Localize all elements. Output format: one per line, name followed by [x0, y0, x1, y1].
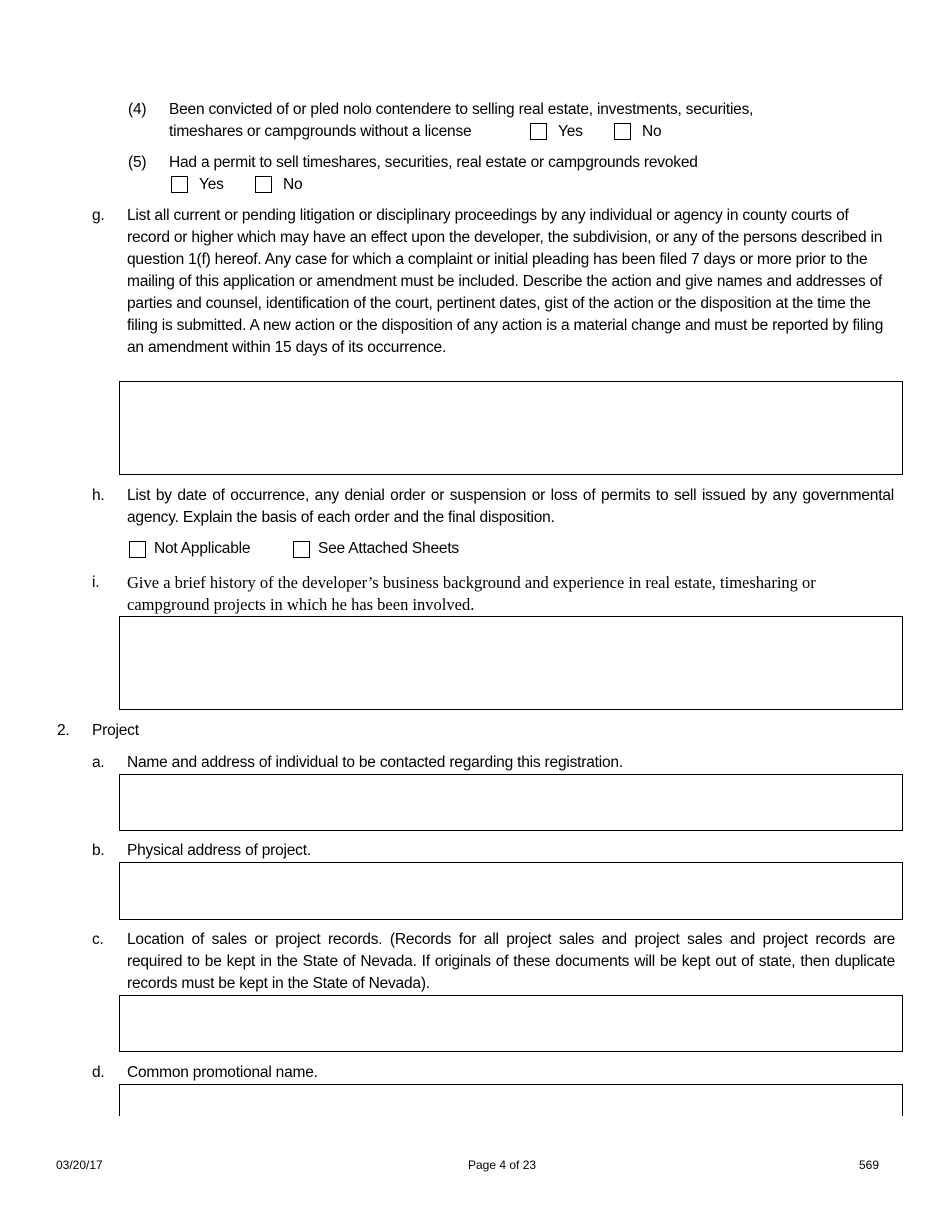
item-h-see-attached-checkbox[interactable]	[293, 541, 310, 558]
item-2d-letter: d.	[92, 1064, 105, 1081]
item-2b-text: Physical address of project.	[127, 842, 311, 859]
item-2a-answer-box[interactable]	[119, 774, 903, 831]
item-2b-letter: b.	[92, 842, 105, 859]
item-2c-answer-box[interactable]	[119, 995, 903, 1052]
footer-page-number: Page 4 of 23	[468, 1158, 537, 1172]
section-2-number: 2.	[57, 722, 70, 739]
item-2c-letter: c.	[92, 931, 104, 948]
item-4-yes-checkbox[interactable]	[530, 123, 547, 140]
item-g-answer-box[interactable]	[119, 381, 903, 475]
item-4-no-label: No	[642, 123, 662, 140]
item-5-text: Had a permit to sell timeshares, securities, real estate or campgrounds revoked	[169, 154, 698, 171]
item-i-text: Give a brief history of the developer’s business background and experience in real estate, timesharing or campground projects in which he has been involved.	[127, 573, 816, 614]
footer-form-number: 569	[859, 1158, 880, 1172]
item-h-not-applicable-checkbox[interactable]	[129, 541, 146, 558]
item-2c-text: Location of sales or project records. (Records for all project sales and project sales and project records are required to be kept in the State of Nevada. If originals of these documents will be kept out of state, then duplicate records must be kept in the State of Nevada).	[127, 931, 895, 992]
item-i-answer-box[interactable]	[119, 616, 903, 710]
item-4-text-line2: timeshares or campgrounds without a license	[169, 123, 472, 140]
item-5-yes-label: Yes	[199, 176, 224, 193]
item-i-letter: i.	[92, 574, 100, 591]
item-5-no-checkbox[interactable]	[255, 176, 272, 193]
item-4-number: (4)	[128, 101, 147, 118]
item-4-no-checkbox[interactable]	[614, 123, 631, 140]
item-h-letter: h.	[92, 487, 105, 504]
item-h-text: List by date of occurrence, any denial order or suspension or loss of permits to sell issued by any governmental agency. Explain the basis of each order and the final disposition.	[127, 487, 894, 526]
footer-date: 03/20/17	[56, 1158, 103, 1172]
item-2d-text: Common promotional name.	[127, 1064, 318, 1081]
item-2a-letter: a.	[92, 754, 105, 771]
item-5-number: (5)	[128, 154, 147, 171]
item-5-no-label: No	[283, 176, 303, 193]
item-2d-answer-box[interactable]	[119, 1084, 903, 1116]
item-h-not-applicable-label: Not Applicable	[154, 540, 251, 557]
item-g-letter: g.	[92, 207, 105, 224]
item-h-see-attached-label: See Attached Sheets	[318, 540, 459, 557]
section-2-title: Project	[92, 722, 139, 739]
item-2b-answer-box[interactable]	[119, 862, 903, 920]
item-4-yes-label: Yes	[558, 123, 583, 140]
item-g-text: List all current or pending litigation or disciplinary proceedings by any individual or agency in county courts of record or higher which may have an effect upon the developer, the subdivision, or any of the persons described in question 1(f) hereof. Any case for which a complaint or initial pleading has been filed 7 days or more prior to the mailing of this application or amendment must be included. Describe the action and give names and addresses of parties and counsel, identification of the court, pertinent dates, gist of the action or the disposition at the time the filing is submitted. A new action or the disposition of any action is a material change and must be reported by filing an amendment within 15 days of its occurrence.	[127, 207, 884, 356]
item-5-yes-checkbox[interactable]	[171, 176, 188, 193]
item-4-text-line1: Been convicted of or pled nolo contendere to selling real estate, investments, securities,	[169, 101, 754, 118]
item-2a-text: Name and address of individual to be contacted regarding this registration.	[127, 754, 623, 771]
